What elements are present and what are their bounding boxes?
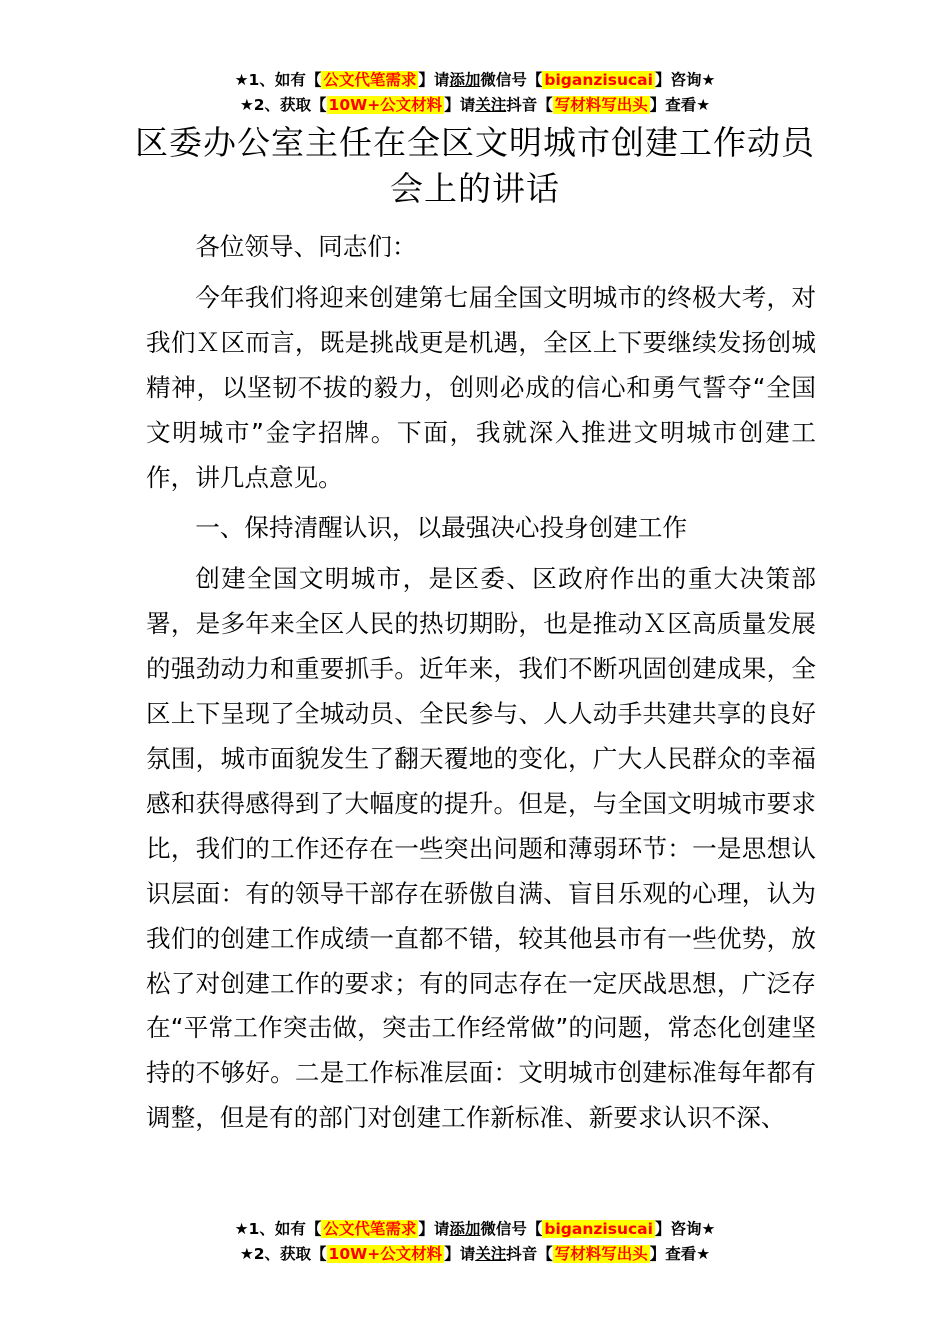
highlight-douyin-account: 写材料写出头 [554, 1245, 648, 1263]
banner-line-1: ★1、如有【 公文代笔需求 】请添加微信号【 biganzisucai 】咨询★ [234, 71, 716, 89]
banner-line-2: ★2、获取【 10W+公文材料 】请关注抖音【 写材料写出头 】查看★ [239, 1245, 711, 1263]
highlight-wechat-id: biganzisucai [544, 71, 653, 89]
section-heading-1: 一、保持清醒认识，以最强决心投身创建工作 [195, 513, 688, 543]
highlight-service: 公文代笔需求 [323, 71, 417, 89]
highlight-materials: 10W+公文材料 [328, 96, 443, 114]
document-body [146, 225, 816, 1147]
banner-line-1: ★1、如有【 公文代笔需求 】请添加微信号【 biganzisucai 】咨询★ [234, 1220, 716, 1238]
salutation: 各位领导、同志们： [195, 232, 417, 261]
bottom-banner [0, 1217, 950, 1267]
highlight-service: 公文代笔需求 [323, 1220, 417, 1238]
highlight-wechat-id: biganzisucai [544, 1220, 653, 1238]
document-title: 区委办公室主任在全区文明城市创建工作动员会上的讲话 [135, 123, 815, 208]
paragraph-section-1: 创建全国文明城市，是区委、区政府作出的重大决策部署，是多年来全区人民的热切期盼，也是推动Ｘ区高质量发展的强劲动力和重要抓手。近年来，我们不断巩固创建成果，全区上下呈现了全城动员、全民参与、人人动手共建共享的良好氛围，城市面貌发生了翻天覆地的变化，广大人民群众的幸福感和获得感得到了大幅度的提升。但是，与全国文明城市要求比，我们的工作还存在一些突出问题和薄弱环节：一是思想认识层面：有的领导干部存在骄傲自满、盲目乐观的心理，认为我们的创建工作成绩一直都不错，较其他县市有一些优势，放松了对创建工作的要求；有的同志存在一定厌战思想，广泛存在“平常工作突击做，突击工作经常做”的问题，常态化创建坚持的不够好。二是工作标准层面：文明城市创建标准每年都有调整，但是有的部门对创建工作新标准、新要求认识不深、 [146, 564, 816, 1133]
banner-line-2: ★2、获取【 10W+公文材料 】请关注抖音【 写材料写出头 】查看★ [239, 96, 711, 114]
paragraph-intro: 今年我们将迎来创建第七届全国文明城市的终极大考，对我们Ｘ区而言，既是挑战更是机遇，全区上下要继续发扬创城精神，以坚韧不拔的毅力，创则必成的信心和勇气誓夺“全国文明城市”金字招牌。下面，我就深入推进文明城市创建工作，讲几点意见。 [146, 282, 816, 492]
highlight-materials: 10W+公文材料 [328, 1245, 443, 1263]
top-banner [0, 68, 950, 118]
highlight-douyin-account: 写材料写出头 [554, 96, 648, 114]
